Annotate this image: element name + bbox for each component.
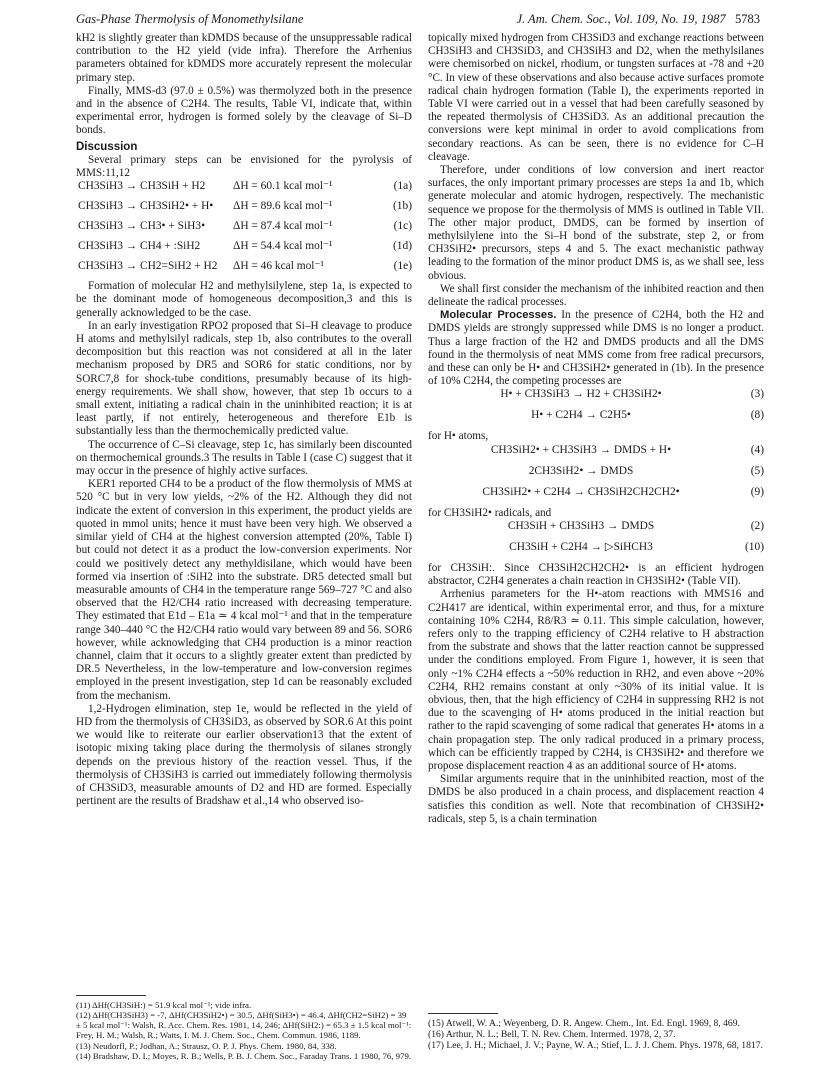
paragraph: topically mixed hydrogen from CH3SiD3 and exchange reactions between CH3SiH3 and CH3SiD3, and CH3SiH3 and D2, when the methylsilanes were chemisorbed on nickel, rhodium, or tungsten surfaces at -78 and +20 °C. In view of these observations and also because active surfaces promote radical chain hydrogen formation (Table I), the experiments reported in Table VI were carried out in a vessel that had been carefully seasoned by the repeated thermolysis of CH3SiD3. As an additional precaution the conversions were kept minimal in order to avoid complications from secondary reactions. As can be seen, there is no evidence for C–H cleavage. bbox=[428, 32, 764, 163]
paragraph: Formation of molecular H2 and methylsilylene, step 1a, is expected to be the dominant mode of homogeneous decomposition,3 and this is generally acknowledged to be the case. bbox=[76, 280, 412, 319]
reaction: CH3SiH2• + CH3SiH3 → DMDS + H• bbox=[490, 443, 672, 456]
reaction: H• + CH3SiH3 → H2 + CH3SiH2• bbox=[500, 388, 662, 401]
paragraph: for CH3SiH2• radicals, and bbox=[428, 506, 552, 519]
equation-row bbox=[428, 444, 764, 465]
equation-row bbox=[428, 409, 764, 430]
paragraph-text: In the presence of C2H4, both the H2 and DMDS yields are strongly suppressed while DMS is no longer a product. Thus a large fraction of the H2 and DMDS products and all the DMS found in the thermolysis of neat MMS come from free radical precursors, and these can only be H• and CH3SiH2• generated in (1b). In the presence of 10% C2H4, the competing processes are bbox=[428, 309, 765, 388]
footnote-rule bbox=[428, 1013, 498, 1014]
reaction: H• + C2H4 → C2H5• bbox=[531, 409, 631, 422]
left-column bbox=[76, 32, 412, 808]
reaction: CH3SiH + CH3SiH3 → DMDS bbox=[507, 519, 655, 532]
equation-number: (1b) bbox=[393, 200, 412, 213]
reaction: CH3SiH2• + C2H4 → CH3SiH2CH2CH2• bbox=[482, 485, 680, 498]
footnote: (16) Arthur, N. L.; Bell, T. N. Rev. Chem. Intermed. 1978, 2, 37. bbox=[428, 1029, 676, 1040]
equation-row bbox=[76, 240, 412, 260]
equation-row bbox=[76, 200, 412, 220]
equation-row bbox=[76, 260, 412, 280]
equation-number: (1e) bbox=[393, 260, 412, 273]
equation-number: (4) bbox=[750, 443, 764, 456]
equation-row bbox=[76, 220, 412, 240]
footnote: (17) Lee, J. H.; Michael, J. V.; Payne, W. A.; Stief, L. J. J. Chem. Phys. 1978, 68, 1817. bbox=[428, 1040, 763, 1051]
section-heading: Discussion bbox=[76, 140, 138, 153]
paragraph: In an early investigation RPO2 proposed that Si–H cleavage to produce H atoms and methylsilyl radicals, step 1b, also contributes to the overall decomposition but this reaction was not considered at all in the later mechanism proposed by DR5 and SOR6 for static conditions, nor by SORC7,8 for shock-tube conditions, presumably because of its high-energy requirements. We shall show, however, that step 1b occurs to a small extent, initiating a radical chain in the uninhibited reaction; it is at least partly, if not entirely, heterogeneous and therefore E1b is substantially less than the thermochemically predicted value. bbox=[76, 319, 412, 438]
equation-number: (3) bbox=[750, 388, 764, 401]
reaction: CH3SiH3 → CH3• + SiH3• bbox=[78, 220, 206, 233]
footnote: (15) Atwell, W. A.; Weyenberg, D. R. Angew. Chem., Int. Ed. Engl. 1969, 8, 469. bbox=[428, 1018, 740, 1029]
enthalpy: ΔH = 89.6 kcal mol⁻¹ bbox=[233, 200, 333, 213]
equation-number: (1a) bbox=[393, 180, 412, 193]
page-number: 5783 bbox=[735, 12, 760, 26]
reaction: CH3SiH3 → CH3SiH2• + H• bbox=[78, 200, 214, 213]
paragraph: The occurrence of C–Si cleavage, step 1c, has similarly been discounted on thermochemical grounds.3 The results in Table I (case C) suggest that it may occur in the presence of highly active surfaces. bbox=[76, 438, 412, 478]
equation-number: (10) bbox=[745, 540, 764, 553]
equation-number: (5) bbox=[750, 464, 764, 477]
enthalpy: ΔH = 60.1 kcal mol⁻¹ bbox=[233, 180, 333, 193]
equation-number: (9) bbox=[750, 485, 764, 498]
footnotes-left bbox=[76, 1000, 412, 1061]
reaction: CH3SiH3 → CH2=SiH2 + H2 bbox=[78, 260, 218, 273]
equation-row bbox=[428, 465, 764, 486]
enthalpy: ΔH = 87.4 kcal mol⁻¹ bbox=[233, 220, 333, 233]
equation-row bbox=[76, 180, 412, 200]
running-title: Gas-Phase Thermolysis of Monomethylsilane bbox=[76, 12, 304, 26]
paragraph: KER1 reported CH4 to be a product of the flow thermolysis of MMS at 520 °C but in very low yields, ~2% of the H2. Although they did not indicate the extent of conversion in this experiment, the product yields are quoted in mmol units; hence it must have been very high. We observed a similar yield of CH4 at the highest conversion attempted (20%, Table I) but could not detect it as a product the low-conversion experiments. Nor could we positively detect any methyldisilane, which would have been formed via insertion of :SiH2 into the substrate. DR5 detected small but measurable amounts of CH4 in the temperature range 569–727 °C and also observed that the H2/CH4 ratio increased with decreasing temperature. They estimated that E1d – E1a ≃ 4 kcal mol⁻¹ and that in the temperature range 340–440 °C the H2/CH4 ratio would vary between 89 and 56. SOR6 however, while acknowledging that CH4 production is a minor reaction channel, claim that it occurs to a slightly greater extent than predicted by DR.5 Nevertheless, in the low-temperature and low-conversion regimes employed in the present investigation, step 1d can be reasonably excluded from the mechanism. bbox=[76, 478, 412, 702]
equation-row bbox=[428, 486, 764, 507]
paragraph: for CH3SiH:. Since CH3SiH2CH2CH2• is an efficient hydrogen abstractor, C2H4 generates a chain reaction in CH3SiH2• (Table VII). bbox=[428, 561, 764, 588]
footnote: (12) ΔHf(CH3SiH3) = -7, ΔHf(CH3SiH2•) = 30.5, ΔHf(SiH3•) = 46.4, ΔHf(CH2=SiH2) = 39 ± 5 kcal mol⁻¹: Walsh, R. Acc. Chem. Res. 1981, 14, 246; ΔHf(SiH2:) = 65.3 ± 1.5 kcal mol⁻¹: Frey, H. M.; Walsh, R.; Watts, I. M. J. Chem. Soc., Chem. Commun. 1986, 1189. bbox=[76, 1010, 412, 1041]
paragraph: kH2 is slightly greater than kDMDS because of the unsuppressable radical contribution to the H2 yield (vide infra). Therefore the Arrhenius parameters obtained for kDMDS more accurately represent the molecular primary step. bbox=[76, 32, 412, 84]
footnote: (14) Bradshaw, D. I.; Moyes, R. B.; Wells, P. B. J. Chem. Soc., Faraday Trans. 1 1980, 76, 979. bbox=[76, 1050, 412, 1061]
paragraph: Similar arguments require that in the uninhibited reaction, most of the DMDS be also produced in a chain process, and displacement reaction 4 satisfies this condition as well. Note that recombination of CH3SiH2• radicals, step 5, is a chain termination bbox=[428, 773, 764, 825]
paragraph: for H• atoms, bbox=[428, 430, 489, 443]
reaction: CH3SiH + C2H4 → ▷SiHCH3 bbox=[509, 540, 653, 553]
paragraph: 1,2-Hydrogen elimination, step 1e, would be reflected in the yield of HD from the thermolysis of CH3SiD3, as observed by SOR.6 At this point we would like to reiterate our earlier observation13 that the extent of isotopic mixing taking place during the thermolysis of silanes strongly depends on the previous history of the reaction vessel. Thus, if the thermolysis of CH3SiH3 is carried out immediately following thermolysis of CH3SiD3, measurable amounts of D2 and HD are formed. Especially pertinent are the results of Bradshaw et al.,14 who observed iso- bbox=[76, 702, 412, 808]
paragraph: Arrhenius parameters for the H•-atom reactions with MMS16 and C2H417 are identical, within experimental error, and thus, for a mixture containing 10% C2H4, R8/R3 ≃ 0.11. This simple calculation, however, refers only to the trapping efficiency of C2H4 relative to H abstraction from the substrate and shows that the latter reaction cannot be suppressed under the conditions employed. From Figure 1, however, it is seen that only ~1% C2H4 effects a ~50% reduction in RH2, and even above ~20% C2H4, RH2 remains constant at only ~30% of its initial value. It is obvious, then, that the high efficiency of C2H4 in suppressing RH2 is not due to the scavenging of H• atoms produced in the initial reaction but rather to the rapid scavenging of some radical that generates H• atoms in a chain propagation step. The only radical produced in a primary process, which can be efficiently trapped by C2H4, is CH3SiH2• and therefore we propose displacement reaction 4 as an additional source of H• atoms. bbox=[428, 588, 764, 772]
equation-row bbox=[428, 388, 764, 409]
run-in-heading: Molecular Processes. bbox=[440, 309, 557, 322]
paragraph: Therefore, under conditions of low conversion and inert reactor surfaces, the only important primary processes are steps 1a and 1b, which generate molecular and atomic hydrogen, respectively. The mechanistic sequence we propose for the thermolysis of MMS is outlined in Table VII. The other major product, DMDS, can be formed by insertion of methylsilylene into the Si–H bond of the substrate, step 2, or from CH3SiH2• precursors, steps 4 and 5. The exact mechanistic pathway leading to the formation of the minor product DMS is, as we shall see, less obvious. bbox=[428, 164, 764, 282]
footnotes-right bbox=[428, 1018, 764, 1051]
footnote: (11) ΔHf(CH3SiH:) = 51.9 kcal mol⁻¹; vide infra. bbox=[76, 1000, 252, 1010]
equation-number: (8) bbox=[750, 409, 764, 422]
paragraph: Finally, MMS-d3 (97.0 ± 0.5%) was thermolyzed both in the presence and in the absence of C2H4. The results, Table VI, indicate that, within experimental error, hydrogen is formed solely by the cleavage of Si–D bonds. bbox=[76, 84, 412, 137]
reaction: CH3SiH3 → CH4 + :SiH2 bbox=[78, 240, 201, 253]
journal-reference: J. Am. Chem. Soc., Vol. 109, No. 19, 1987 bbox=[516, 12, 726, 26]
equation-number: (1c) bbox=[393, 220, 412, 233]
reaction: 2CH3SiH2• → DMDS bbox=[528, 464, 634, 477]
right-column bbox=[428, 32, 764, 826]
paragraph: Several primary steps can be envisioned for the pyrolysis of MMS:11,12 bbox=[76, 153, 412, 180]
footnote-rule bbox=[76, 995, 146, 996]
footnote: (13) Neudorfl, P.; Jodhan, A.; Strausz, O. P. J. Phys. Chem. 1980, 84, 338. bbox=[76, 1040, 337, 1051]
paragraph bbox=[428, 309, 764, 388]
journal-citation bbox=[516, 12, 760, 27]
enthalpy: ΔH = 46 kcal mol⁻¹ bbox=[233, 260, 324, 273]
equation-row bbox=[428, 541, 764, 562]
paragraph: We shall first consider the mechanism of the inhibited reaction and then delineate the radical processes. bbox=[428, 282, 764, 309]
running-header bbox=[76, 12, 760, 28]
reaction: CH3SiH3 → CH3SiH + H2 bbox=[78, 180, 206, 193]
enthalpy: ΔH = 54.4 kcal mol⁻¹ bbox=[233, 240, 333, 253]
equation-number: (2) bbox=[750, 519, 764, 532]
equation-row bbox=[428, 520, 764, 541]
equation-number: (1d) bbox=[393, 240, 412, 253]
